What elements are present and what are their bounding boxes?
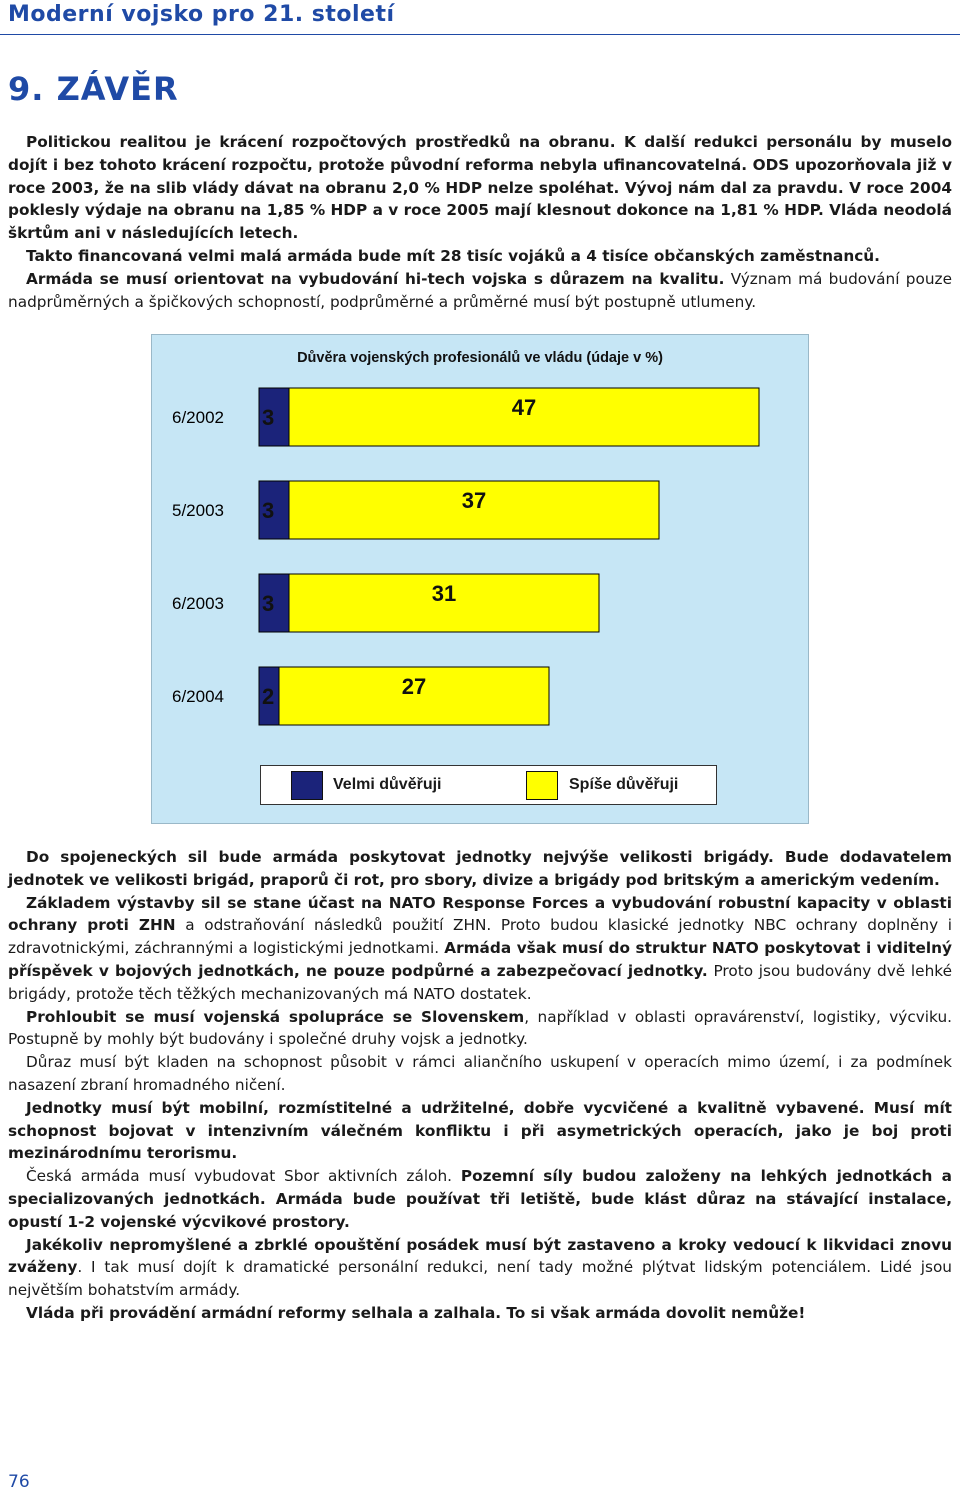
p4-text: Důraz musí být kladen na schopnost působit v rámci aliančního uskupení v operacích mimo území, i za podmínek nasazení zbraní hromadného ničení. — [8, 1053, 952, 1094]
intro-sentence-3-bold: Armáda se musí orientovat na vybudování hi-tech vojska s důrazem na kvalitu. — [26, 269, 725, 288]
chart-title: Důvěra vojenských profesionálů ve vládu (údaje v %) — [297, 350, 663, 366]
data-label-spise: 27 — [401, 674, 427, 699]
legend-swatch-velmi — [291, 771, 323, 800]
trust-chart — [151, 334, 809, 824]
legend-swatch-spise — [526, 771, 558, 800]
data-label-velmi: 3 — [262, 405, 275, 430]
p7-text: . I tak musí dojít k dramatické personální redukci, není tady možné plýtvat lidským potenciálem. Lidé jsou největším bohatstvím armády. — [8, 1258, 952, 1300]
intro-sentence-2: Takto financovaná velmi malá armáda bude mít 28 tisíc vojáků a 4 tisíce občanských zaměstnanců. — [26, 246, 880, 265]
legend-label-spise: Spíše důvěřuji — [569, 776, 679, 793]
body-paragraph-3 — [8, 1006, 952, 1052]
p7-bold: Jakékoliv nepromyšlené a zbrklé opouštění posádek musí být zastaveno a kroky vedoucí k likvidaci znovu zváženy — [8, 1235, 952, 1277]
intro-sentence-1: Politickou realitou je krácení rozpočtových prostředků na obranu. K další redukci personálu by muselo dojít i bez tohoto krácení rozpočtu, protože původní reforma nebyla ufinancovatelná. ODS upozorňovala již v roce 2003, že na slib vlády dávat na obranu 2,0 % HDP nelze spoléhat. Vývoj nám dal za pravdu. V roce 2004 poklesly výdaje na obranu na 1,85 % HDP a v roce 2005 mají klesnout dokonce na 1,81 % HDP. Vláda neodolá škrtům ani v následujících letech. — [8, 133, 952, 243]
header-divider — [0, 34, 960, 35]
chart-legend — [260, 765, 717, 805]
data-label-velmi: 3 — [262, 498, 275, 523]
p6-text: Česká armáda musí vybudovat Sbor aktivních záloh. — [26, 1167, 461, 1186]
body-paragraph-8 — [8, 1302, 952, 1325]
data-label-spise: 37 — [461, 488, 487, 513]
intro-paragraph-2 — [8, 245, 952, 268]
category-label: 6/2004 — [172, 687, 224, 706]
running-title: Moderní vojsko pro 21. století — [8, 2, 395, 27]
p2-bold: Základem výstavby sil se stane účast na NATO Response Forces a vybudování robustní kapacity v oblasti ochrany proti ZHN — [8, 893, 952, 935]
data-label-velmi: 3 — [262, 591, 275, 616]
p3-bold: Prohloubit se musí vojenská spolupráce se Slovenskem — [26, 1007, 525, 1026]
body-paragraph-1 — [8, 846, 952, 892]
body-paragraph-2 — [8, 892, 952, 1006]
body-paragraph-4 — [8, 1051, 952, 1097]
intro-paragraph — [8, 131, 952, 245]
intro-sentence-3: Význam má budování pouze nadprůměrných a špičkových schopností, podprůměrné a průměrné musí být postupně utlumeny. — [8, 269, 952, 311]
body-paragraph-6 — [8, 1165, 952, 1233]
data-label-spise: 47 — [511, 395, 537, 420]
intro-text — [8, 131, 952, 313]
p6-bold: Pozemní síly budou založeny na lehkých jednotkách a specializovaných jednotkách. Armáda bude používat tři letiště, bude klást důraz na stávající instalace, opustí 1-2 vojenské výcvikové prostory. — [8, 1167, 952, 1231]
p3-text: , například v oblasti opravárenství, logistiky, výcviku. Postupně by mohly být budovány i společné druhy vojsk a jednotky. — [8, 1007, 953, 1049]
p8-bold: Vláda při provádění armádní reformy selhala a zalhala. To si však armáda dovolit nemůže! — [26, 1303, 806, 1322]
p2-text-a: a odstraňování následků použití ZHN. Proto budou klasické jednotky NBC ochrany doplněny i zdravotnickými, záchrannými a logistickými jednotkami. — [8, 916, 952, 958]
category-label: 5/2003 — [172, 501, 224, 520]
p2-bold-2: Armáda však musí do struktur NATO poskytovat i viditelný příspěvek v bojových jednotkách, ne pouze podpůrné a zabezpečovací jednotky. — [8, 939, 952, 980]
p2-text-b: Proto jsou budovány dvě lehké brigády, protože těch těžkých mechanizovaných má NATO dostatek. — [8, 961, 952, 1003]
p5-bold: Jednotky musí být mobilní, rozmístitelné a udržitelné, dobře vycvičené a kvalitně vybavené. Musí mít schopnost bojovat v intenzivním válečném konfliktu i při asymetrických operacích, jako je boj proti mezinárodnímu terorismu. — [8, 1098, 952, 1163]
p1-bold: Do spojeneckých sil bude armáda poskytovat jednotky nejvýše velikosti brigády. Bude dodavatelem jednotek ve velikosti brigád, praporů či rot, pro sbory, divize a brigády pod britským a americkým vedením. — [8, 848, 952, 889]
legend-label-velmi: Velmi důvěřuji — [333, 776, 442, 793]
body-paragraph-5 — [8, 1097, 952, 1165]
page-header — [0, 0, 960, 36]
category-label: 6/2002 — [172, 408, 224, 427]
body-paragraph-7 — [8, 1234, 952, 1302]
category-label: 6/2003 — [172, 594, 224, 613]
page-number: 76 — [8, 1472, 30, 1492]
body-text — [8, 846, 952, 1325]
data-label-velmi: 2 — [262, 684, 275, 709]
chart-plot — [152, 335, 808, 823]
data-label-spise: 31 — [431, 581, 457, 606]
intro-paragraph-3 — [8, 268, 952, 314]
section-title: 9. ZÁVĚR — [8, 70, 179, 108]
